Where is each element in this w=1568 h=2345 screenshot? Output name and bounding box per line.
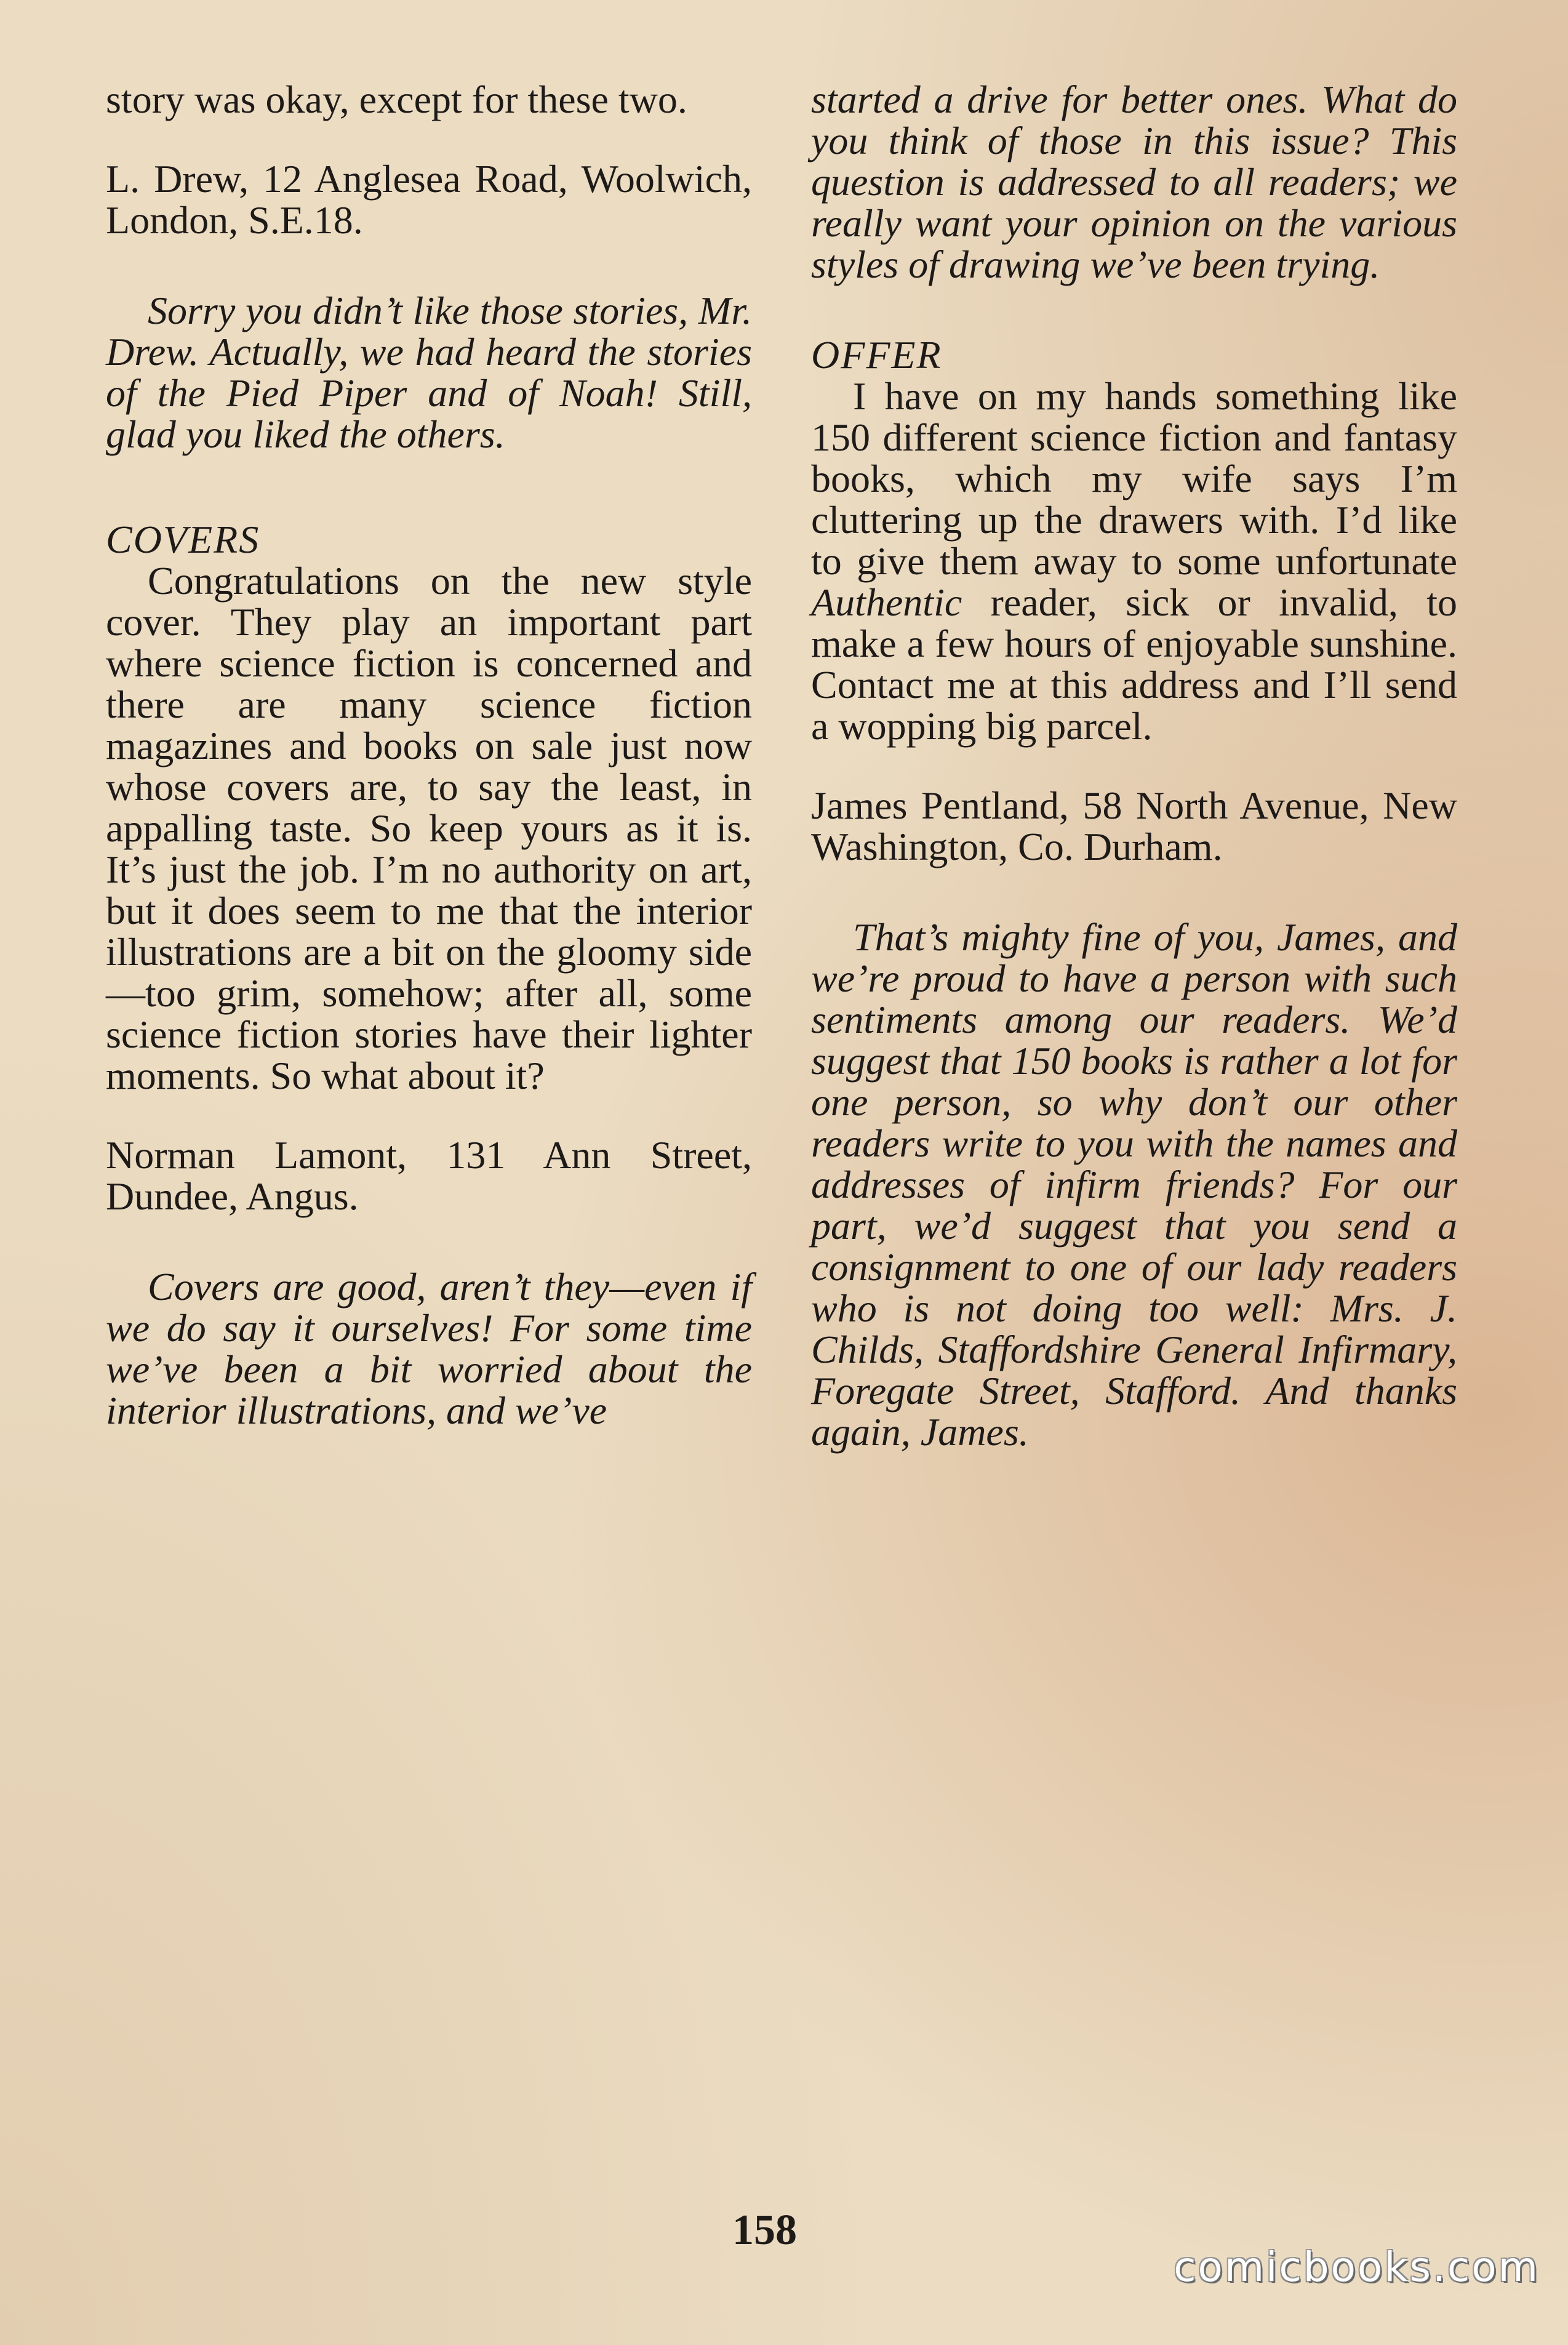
editor-reply: That’s mighty fine of you, James, and we’re proud to have a person with such sentiments among our readers. We’d suggest that 150 books is rather a lot for one person, so why don’t our other readers write to you with the names and addresses of infirm friends? For our part, we’d suggest that you send a consignment to one of our lady readers who is not doing too well: Mrs. J. Childs, Staffordshire General Infirmary, Foregate Street, Stafford. And thanks again, James. <box>811 915 1457 1454</box>
magazine-title: Authentic <box>811 580 962 624</box>
letter-continuation: story was okay, except for these two. <box>106 78 687 121</box>
right-column <box>811 79 1457 1453</box>
left-column <box>106 79 752 1431</box>
letter-body <box>811 375 1457 747</box>
letter-signature: James Pentland, 58 North Avenue, New Washington, Co. Durham. <box>811 784 1457 868</box>
page-number: 158 <box>732 2207 797 2254</box>
section-heading: OFFER <box>811 333 942 377</box>
editor-reply-continuation: started a drive for better ones. What do you think of those in this issue? This question is addressed to all readers; we really want your opinion on the various styles of drawing we’ve been trying. <box>811 78 1457 286</box>
letter-text: reader, sick or invalid, to make a few hours of enjoyable sunshine. Contact me at this address and I’ll send a wopping big parcel. <box>811 580 1457 748</box>
watermark-logo: comicbooks.com <box>1174 2243 1540 2291</box>
editor-reply: Covers are good, aren’t they—even if we do say it ourselves! For some time we’ve been a bit worried about the interior illustrations, and we’ve <box>106 1265 752 1432</box>
editor-reply: Sorry you didn’t like those stories, Mr. Drew. Actually, we had heard the stories of the Pied Piper and of Noah! Still, glad you liked the others. <box>106 289 752 456</box>
letter-signature: L. Drew, 12 Anglesea Road, Woolwich, London, S.E.18. <box>106 157 752 242</box>
letter-text: I have on my hands something like 150 different science fiction and fantasy books, which my wife says I’m cluttering up the drawers with. I’d like to give them away to some unfortunate <box>811 374 1457 583</box>
letter-body: Congratulations on the new style cover. They play an important part where science fiction is concerned and there are many science fiction magazines and books on sale just now whose covers are, to say the least, in appalling taste. So keep yours as it is. It’s just the job. I’m no authority on art, but it does seem to me that the interior illustrations are a bit on the gloomy side—too grim, somehow; after all, some science fiction stories have their lighter moments. So what about it? <box>106 559 752 1097</box>
letter-signature: Norman Lamont, 131 Ann Street, Dundee, Angus. <box>106 1133 752 1218</box>
section-heading: COVERS <box>106 518 260 561</box>
